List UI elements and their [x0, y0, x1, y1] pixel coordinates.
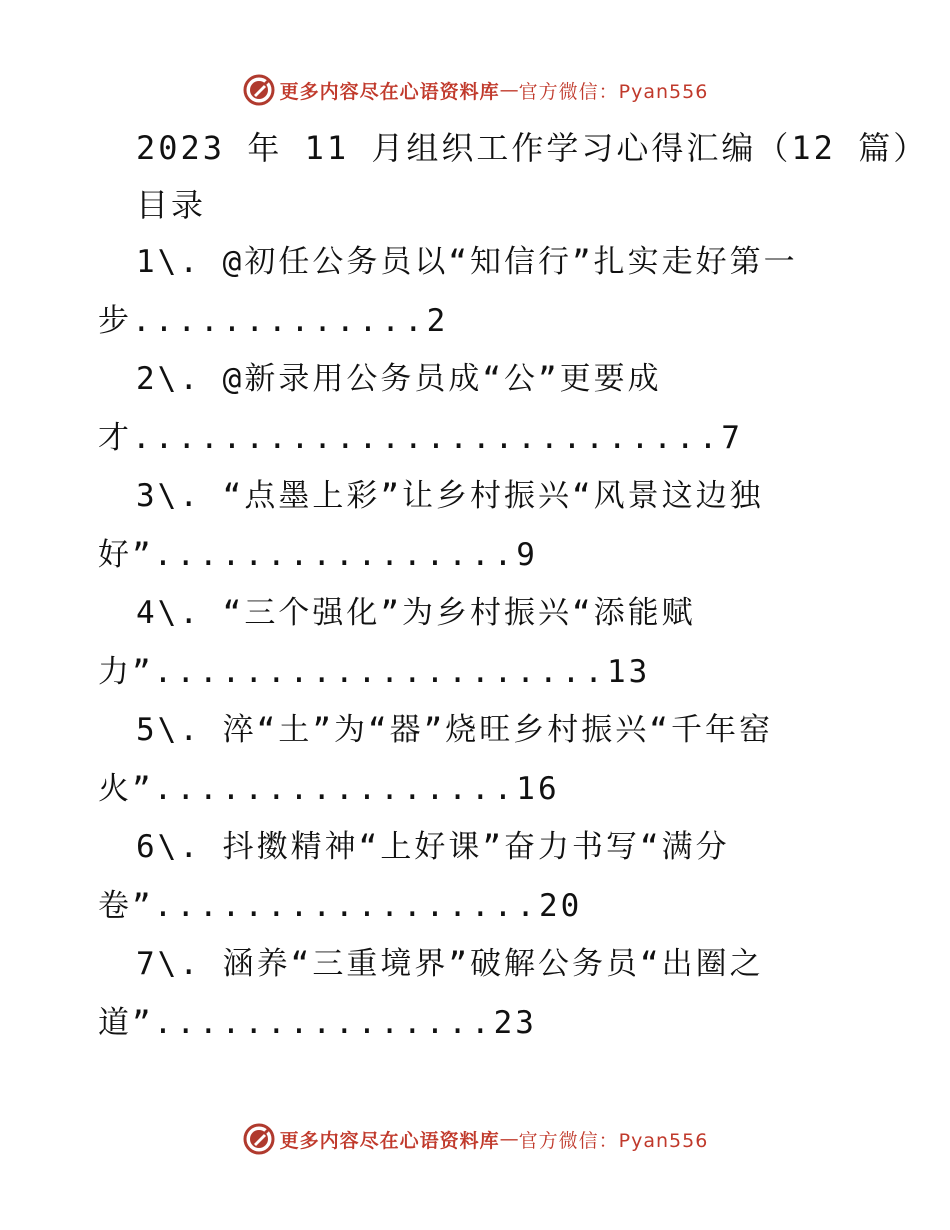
- banner-contact-text: 官方微信：Pyan556: [518, 1129, 709, 1152]
- toc-entry-6-page: 20: [538, 888, 583, 924]
- toc-entry-6-tail: 卷”: [98, 888, 154, 924]
- toc-entry-2-line1: 2\. @新录用公务员成“公”更要成: [136, 361, 662, 397]
- toc-entry-6-leader: .................: [153, 888, 539, 924]
- header-banner: [0, 70, 950, 110]
- toc-heading: 目录: [136, 186, 207, 224]
- toc-entry-4-tail: 力”: [98, 654, 154, 690]
- toc-entry-7-tail: 道”: [98, 1005, 154, 1041]
- toc-entry-7-line2: [98, 1001, 537, 1045]
- toc-entry-5-tail: 火”: [98, 771, 154, 807]
- pen-logo-icon: [242, 1122, 276, 1156]
- toc-entry-6-line2: [98, 884, 582, 928]
- pen-logo-icon: [242, 73, 276, 107]
- document-title: 2023 年 11 月组织工作学习心得汇编（12 篇）: [136, 129, 929, 167]
- toc-entry-1-line1: 1\. @初任公务员以“知信行”扎实走好第一: [136, 244, 798, 280]
- toc-entry-5-leader: ................: [153, 771, 517, 807]
- banner-main-text: 更多内容尽在心语资料库: [279, 80, 500, 103]
- toc-entry-7-line1: 7\. 涵养“三重境界”破解公务员“出圈之: [136, 946, 764, 982]
- toc-entry-1-line2: [98, 299, 448, 343]
- toc-entry-2-page: 7: [721, 420, 743, 456]
- toc-entry-7-page: 23: [493, 1005, 537, 1041]
- toc-entry-1-tail: 步: [98, 303, 132, 339]
- toc-entry-7-leader: ...............: [153, 1005, 494, 1041]
- toc-entry-3-line1: 3\. “点墨上彩”让乡村振兴“风景这边独: [136, 478, 764, 514]
- toc-entry-5-page: 16: [516, 771, 560, 807]
- banner-dash: —: [499, 1128, 519, 1150]
- toc-entry-4-line2: [98, 650, 650, 694]
- toc-entry-3-line2: [98, 533, 538, 577]
- banner-contact-text: 官方微信：Pyan556: [518, 80, 709, 103]
- toc-entry-4-page: 13: [606, 654, 651, 690]
- toc-entry-2-tail: 才: [98, 420, 132, 456]
- toc-entry-3-page: 9: [516, 537, 538, 573]
- toc-entry-2-line2: [98, 416, 743, 460]
- toc-entry-1-leader: .............: [132, 303, 427, 339]
- banner-dash: —: [499, 79, 519, 101]
- toc-entry-3-leader: ................: [153, 537, 517, 573]
- toc-entry-4-leader: ....................: [153, 654, 607, 690]
- toc-entry-5-line1: 5\. 淬“土”为“器”烧旺乡村振兴“千年窑: [136, 712, 773, 748]
- toc-entry-1-page: 2: [426, 303, 449, 339]
- toc-entry-5-line2: [98, 767, 560, 811]
- toc-entry-2-leader: ..........................: [132, 420, 722, 456]
- toc-entry-4-line1: 4\. “三个强化”为乡村振兴“添能赋: [136, 595, 696, 631]
- toc-entry-6-line1: 6\. 抖擞精神“上好课”奋力书写“满分: [136, 829, 730, 865]
- banner-main-text: 更多内容尽在心语资料库: [279, 1129, 500, 1152]
- footer-banner: [0, 1119, 950, 1159]
- toc-entry-3-tail: 好”: [98, 537, 154, 573]
